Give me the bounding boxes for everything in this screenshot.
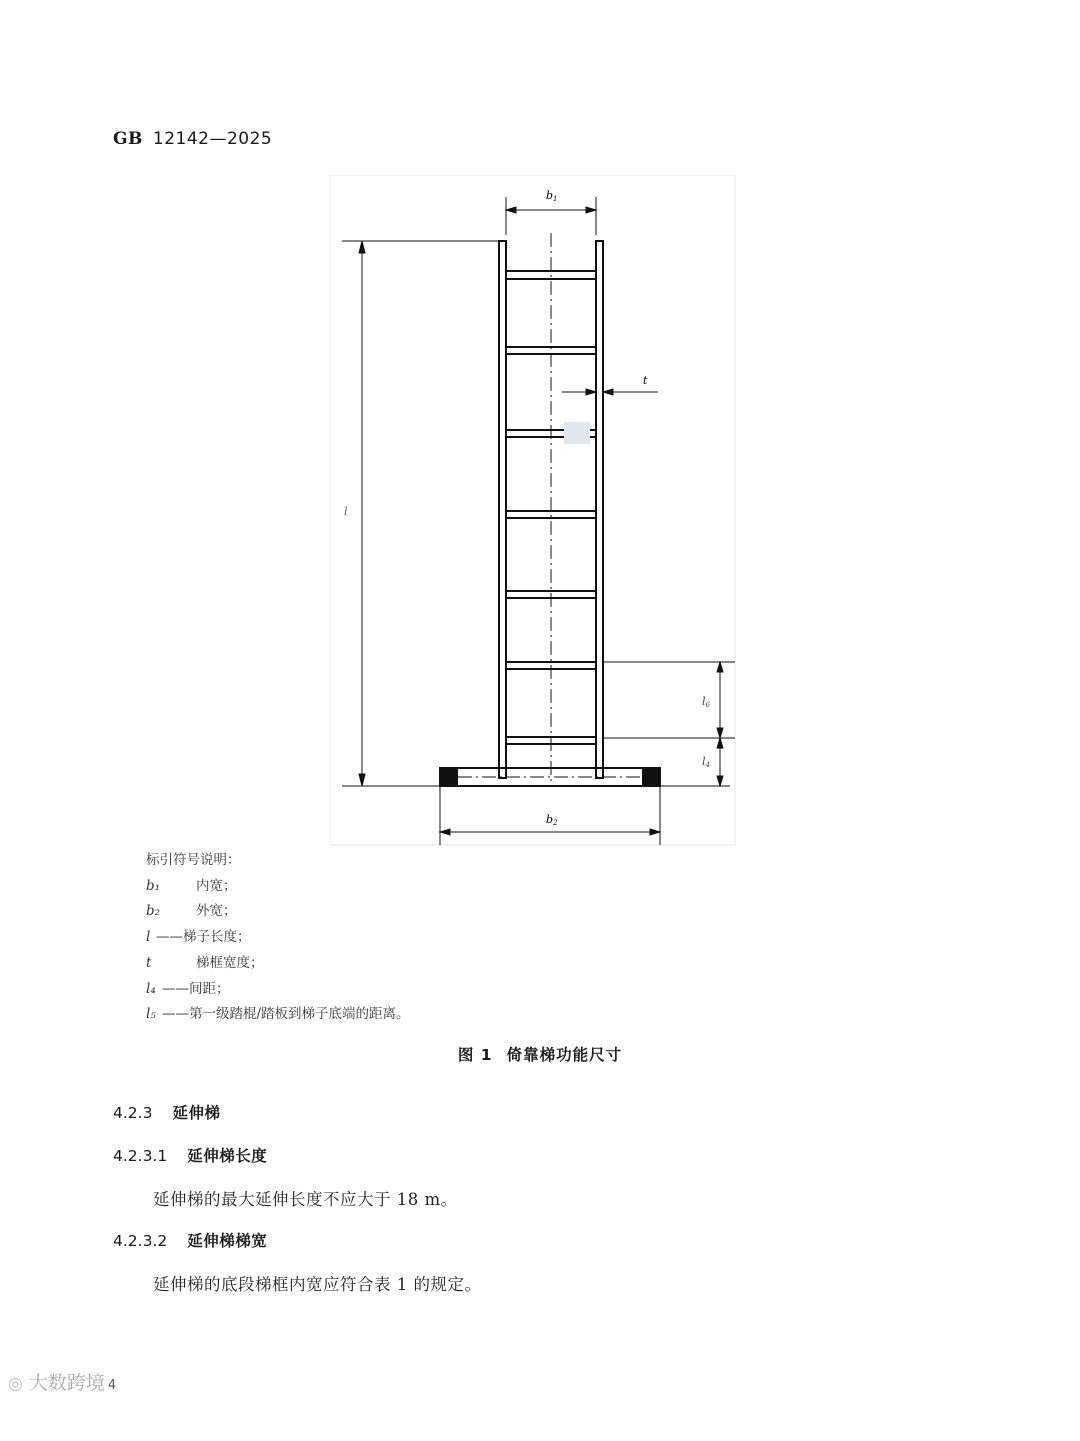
svg-text:l6: l6: [702, 695, 710, 709]
t-dimension: [562, 389, 658, 395]
figure-legend: [146, 848, 410, 1028]
svg-text:l: l: [344, 505, 348, 518]
caption-number: 图 1: [457, 1046, 493, 1064]
svg-text:b2: b2: [546, 813, 558, 827]
left-rail: [499, 241, 506, 778]
legend-item: t 梯框宽度；: [146, 954, 264, 971]
svg-text:l4: l4: [702, 755, 710, 769]
section-heading: 4.2.3 延伸梯: [113, 1104, 221, 1122]
ladder-base: [440, 768, 660, 786]
standard-code: GB: [113, 129, 143, 149]
legend-item: l₅ —— 第一级踏棍/踏板到梯子底端的距离。: [146, 1006, 410, 1023]
document-header: [113, 129, 272, 149]
svg-text:t: t: [643, 374, 648, 387]
paragraph: 延伸梯的底段梯框内宽应符合表 1 的规定。: [153, 1275, 482, 1294]
right-rail: [596, 241, 603, 778]
watermark-text: 大数跨境: [28, 1372, 105, 1394]
legend-title: 标引符号说明：: [146, 852, 241, 868]
section-heading: 4.2.3.2 延伸梯梯宽: [113, 1232, 268, 1250]
legend-item: l —— 梯子长度；: [146, 929, 251, 946]
legend-item: l₄ —— 间距；: [146, 980, 230, 997]
svg-text:b1: b1: [546, 189, 558, 203]
l-dimension: [359, 241, 365, 786]
caption-title: 倚靠梯功能尺寸: [506, 1046, 623, 1064]
ladder-dimension-figure: [330, 175, 740, 847]
watermark-logo-icon: ◎: [8, 1374, 23, 1394]
section-heading: 4.2.3.1 延伸梯长度: [113, 1147, 268, 1165]
paragraph: 延伸梯的最大延伸长度不应大于 18 m。: [153, 1190, 458, 1209]
page-number: 4: [107, 1378, 117, 1393]
b1-dimension: [506, 197, 596, 235]
legend-item: b₂ 外宽；: [146, 903, 237, 920]
page-footer: [8, 1368, 116, 1395]
standard-number: 12142—2025: [152, 129, 273, 149]
figure-caption: [0, 1043, 1080, 1065]
legend-item: b₁ 内宽；: [146, 877, 237, 894]
